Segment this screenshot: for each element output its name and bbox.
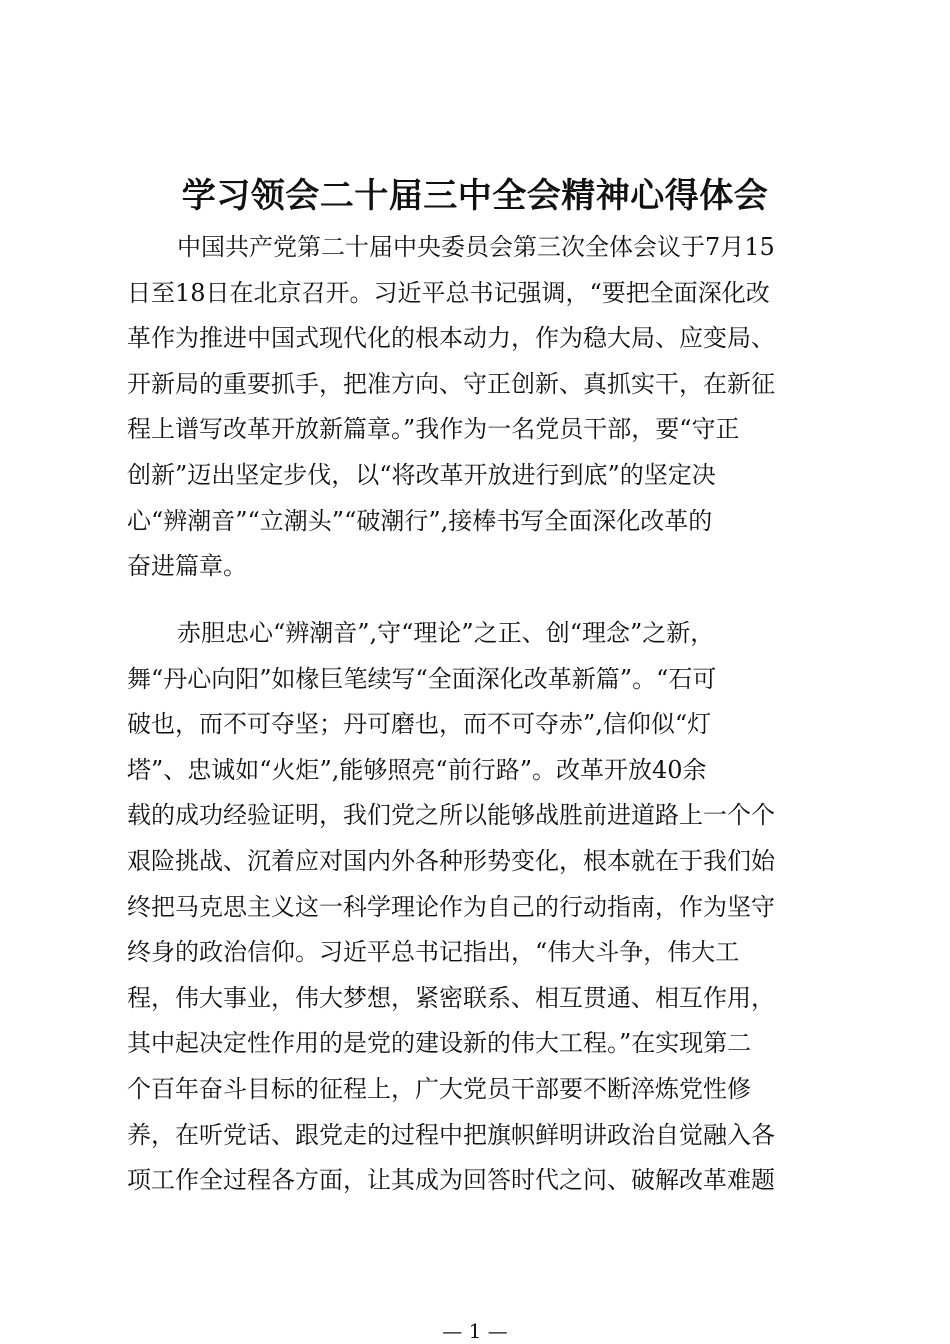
text-line: 程上谱写改革开放新篇章。”我作为一名党员干部，要“守正 (127, 415, 740, 444)
text-line: 舞“丹心向阳”如椽巨笔续写“全面深化改革新篇”。“石可 (127, 664, 717, 693)
text-line: 心“辨潮音”“立潮头”“破潮行”,接棒书写全面深化改革的 (127, 506, 713, 535)
paragraph-2 (127, 611, 823, 1204)
text-line: 塔”、忠诚如“火炬”,能够照亮“前行路”。改革开放40余 (127, 755, 707, 784)
text-line: 中国共产党第二十届中央委员会第三次全体会议于7月15 (177, 233, 775, 261)
text-line: 终身的政治信仰。习近平总书记指出，“伟大斗争，伟大工 (127, 938, 740, 967)
text-line: 项工作全过程各方面，让其成为回答时代之问、破解改革难题 (127, 1166, 775, 1195)
text-line: 革作为推进中国式现代化的根本动力，作为稳大局、应变局、 (127, 324, 775, 353)
text-line: 奋进篇章。 (127, 552, 247, 581)
text-line: 载的成功经验证明，我们党之所以能够战胜前进道路上一个个 (127, 801, 775, 830)
text-line: 其中起决定性作用的是党的建设新的伟大工程。”在实现第二 (127, 1029, 752, 1058)
paragraph-1 (127, 225, 823, 590)
text-line: 程，伟大事业，伟大梦想，紧密联系、相互贯通、相互作用， (127, 983, 775, 1012)
text-line: 艰险挑战、沉着应对国内外各种形势变化，根本就在于我们始 (127, 846, 775, 875)
text-line: 破也，而不可夺坚；丹可磨也，而不可夺赤”,信仰似“灯 (127, 710, 712, 739)
text-line: 个百年奋斗目标的征程上，广大党员干部要不断淬炼党性修 (127, 1074, 751, 1103)
text-line: 创新”迈出坚定步伐，以“将改革开放进行到底”的坚定决 (127, 460, 716, 489)
text-line: 赤胆忠心“辨潮音”,守“理论”之正、创“理念”之新， (177, 619, 715, 647)
page-number: — 1 — (442, 1319, 508, 1343)
document-title: 学习领会二十届三中全会精神心得体会 (181, 176, 769, 216)
text-line: 养，在听党话、跟党走的过程中把旗帜鲜明讲政治自觉融入各 (127, 1120, 775, 1149)
text-line: 终把马克思主义这一科学理论作为自己的行动指南，作为坚守 (127, 892, 775, 921)
text-line: 日至18日在北京召开。习近平总书记强调，“要把全面深化改 (127, 278, 770, 307)
text-line: 开新局的重要抓手，把准方向、守正创新、真抓实干，在新征 (127, 369, 775, 398)
